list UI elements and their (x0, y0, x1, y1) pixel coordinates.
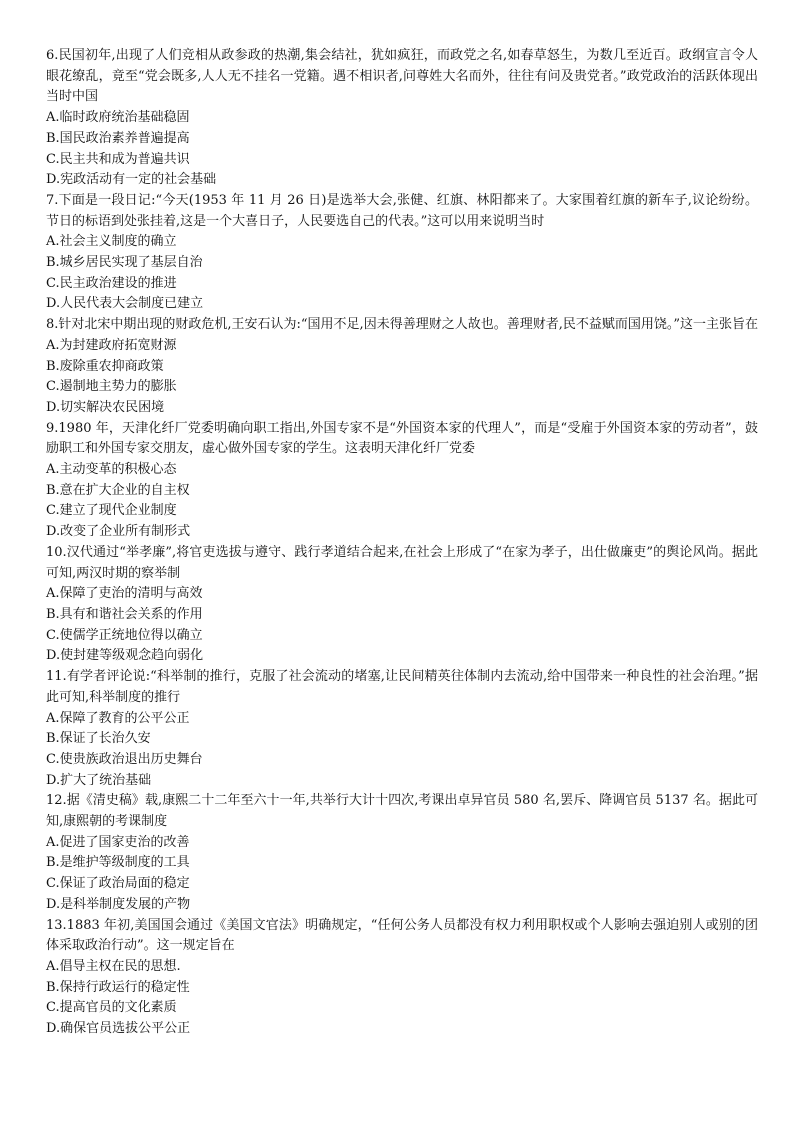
option-b: B.保证了长治久安 (46, 731, 151, 747)
option-a: A.保障了教育的公平公正 (46, 710, 190, 726)
option-d: D.人民代表大会制度已建立 (46, 296, 204, 312)
option-b: B.城乡居民实现了基层自治 (46, 255, 203, 271)
question-stem: 10.汉代通过“举孝廉”,将官吏选拔与遵守、践行孝道结合起来,在社会上形成了“在家为孝子，出仕做廉吏”的舆论风尚。据此可知,两汉时期的察举制 (46, 544, 758, 581)
question-stem: 6.民国初年,出现了人们竞相从政参政的热潮,集会结社，犹如疯狂，而政党之名,如春草怒生，为数几至近百。政纲宣言令人眼花缭乱，竟至“党会既多,人人无不挂名一党籍。遇不相识者,问尊姓大名而外，往往有问及贵党者。”政党政治的活跃体现出当时中国 (46, 48, 758, 105)
option-d: D.使封建等级观念趋向弱化 (46, 648, 204, 664)
option-b: B.废除重农抑商政策 (46, 358, 164, 374)
question-10 (46, 543, 758, 667)
option-c: C.保证了政治局面的稳定 (46, 876, 190, 892)
option-c: C.使贵族政治退出历史舞台 (46, 751, 203, 767)
question-9 (46, 419, 758, 543)
option-d: D.切实解决农民困境 (46, 399, 165, 415)
option-d: D.宪政活动有一定的社会基础 (46, 172, 217, 188)
option-a: A.倡导主权在民的思想. (46, 958, 181, 974)
question-stem: 11.有学者评论说:“科举制的推行，克服了社会流动的堵塞,让民间精英往体制内去流动,给中国带来一种良性的社会治理。”据此可知,科举制度的推行 (46, 669, 758, 705)
option-c: C.遏制地主势力的膨胀 (46, 379, 177, 395)
option-a: A.保障了吏治的清明与高效 (46, 586, 203, 602)
question-8 (46, 315, 758, 419)
question-stem: 12.据《清史稿》载,康熙二十二年至六十一年,共举行大计十四次,考课出卓异官员 580 名,罢斥、降调官员 5137 名。据此可知,康熙朝的考课制度 (46, 793, 758, 830)
question-11 (46, 667, 758, 791)
question-stem: 7.下面是一段日记:“今天(1953 年 11 月 26 日)是选举大会,张健、红旗、林阳都来了。大家围着红旗的新车子,议论纷纷。节日的标语到处张挂着,这是一个大喜日子，人民要选自己的代表。”这可以用来说明当时 (46, 192, 758, 229)
option-b: B.具有和谐社会关系的作用 (46, 606, 203, 622)
option-c: C.民主政治建设的推进 (46, 275, 177, 291)
option-a: A.促进了国家吏治的改善 (46, 834, 190, 850)
question-12 (46, 791, 758, 915)
option-b: B.是维护等级制度的工具 (46, 855, 190, 871)
question-7 (46, 191, 758, 315)
option-a: A.主动变革的积极心态 (46, 462, 177, 478)
option-a: A.为封建政府拓宽财源 (46, 337, 177, 353)
question-6 (46, 46, 758, 191)
option-c: C.建立了现代企业制度 (46, 503, 177, 519)
question-stem: 13.1883 年初,美国国会通过《美国文官法》明确规定，“任何公务人员都没有权力利用职权或个人影响去强迫别人或别的团体采取政治行动”。这一规定旨在 (46, 917, 758, 954)
option-c: C.使儒学正统地位得以确立 (46, 627, 203, 643)
question-stem: 9.1980 年，天津化纤厂党委明确向职工指出,外国专家不是“外国资本家的代理人”，而是“受雇于外国资本家的劳动者”，鼓励职工和外国专家交朋友，虚心做外国专家的学生。这表明天津化纤厂党委 (46, 420, 758, 457)
option-a: A.社会主义制度的确立 (46, 234, 177, 250)
option-b: B.保持行政运行的稳定性 (46, 979, 190, 995)
option-b: B.国民政治素养普遍提高 (46, 130, 190, 146)
option-b: B.意在扩大企业的自主权 (46, 482, 190, 498)
option-c: C.民主共和成为普遍共识 (46, 151, 190, 167)
question-13 (46, 916, 758, 1040)
option-d: D.扩大了统治基础 (46, 772, 152, 788)
option-c: C.提高官员的文化素质 (46, 1000, 177, 1016)
option-d: D.确保官员选拔公平公正 (46, 1021, 191, 1037)
exam-page (46, 46, 758, 1040)
option-d: D.改变了企业所有制形式 (46, 524, 191, 540)
question-stem: 8.针对北宋中期出现的财政危机,王安石认为:“国用不足,因未得善理财之人故也。善理财者,民不益赋而国用饶。”这一主张旨在 (46, 317, 758, 333)
option-a: A.临时政府统治基础稳固 (46, 110, 190, 126)
option-d: D.是科举制度发展的产物 (46, 896, 191, 912)
